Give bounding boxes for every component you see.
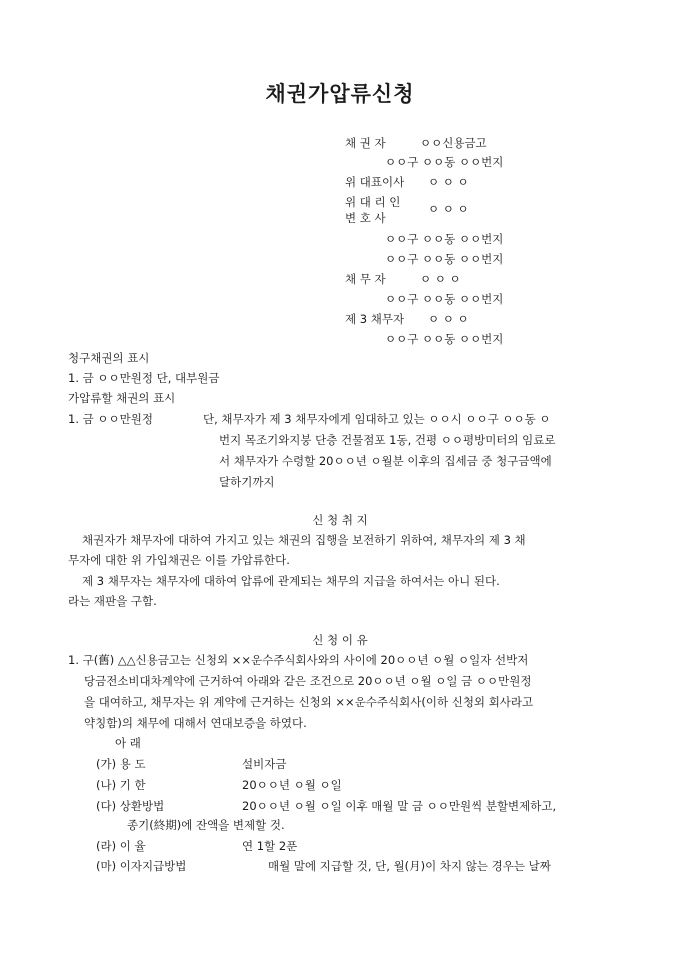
reasons-line-4: 약칭함)의 채무에 대해서 연대보증을 하였다. [84,716,307,730]
claim-heading: 청구채권의 표시 [68,351,150,365]
condition-value: 20ㅇㅇ년 ㅇ월 ㅇ일 [242,778,342,792]
purpose-paragraph-2: 제 3 채무자는 채무자에 대하여 압류에 관계되는 채무의 지급을 하여서는 아니 된다. [82,574,500,588]
below-heading: 아 래 [115,736,141,750]
third-debtor-label: 제 3 채무자 [345,312,405,326]
condition-value: 연 1할 2푼 [242,839,298,853]
purpose-paragraph-3: 라는 재판을 구함. [68,594,157,608]
purpose-paragraph-1-line-1: 채권자가 채무자에 대하여 가지고 있는 채권의 집행을 보전하기 위하여, 채무자의 제 3 채 [82,533,526,547]
condition-label: (다) 상환방법 [96,799,165,813]
debtor-name: ㅇ ㅇ ㅇ [420,272,461,286]
condition-label: (마) 이자지급방법 [96,859,187,873]
seized-item-prefix: 1. 금 ㅇㅇ만원정 [68,412,153,426]
document-title: 채권가압류신청 [265,81,415,106]
agent-address-2: ㅇㅇ구 ㅇㅇ동 ㅇㅇ번지 [385,252,504,266]
condition-label: (라) 이 율 [96,839,146,853]
claim-item: 1. 금 ㅇㅇ만원정 단, 대부원금 [68,371,220,385]
seized-line-1: 단, 채무자가 제 3 채무자에게 임대하고 있는 ㅇㅇ시 ㅇㅇ구 ㅇㅇ동 ㅇ [203,412,551,426]
seized-line-2: 번지 목조기와지붕 단층 건물점포 1동, 건평 ㅇㅇ평방미터의 임료로 [219,433,556,447]
representative-name: ㅇ ㅇ ㅇ [428,175,469,189]
reasons-line-3: 을 대여하고, 채무자는 위 계약에 근거하는 신청외 ××운수주식회사(이하 신청외 회사라고 [84,695,534,709]
seized-line-3: 서 채무자가 수령할 20ㅇㅇ년 ㅇ월분 이후의 집세금 중 청구금액에 [219,454,552,468]
reasons-line-1: 1. 구(舊) △△신용금고는 신청외 ××운수주식회사와의 사이에 20ㅇㅇ년 ㅇ월 ㅇ일자 선박저 [68,653,529,667]
condition-label: (가) 용 도 [96,757,146,771]
seized-line-4: 달하기까지 [219,475,275,489]
agent-name: ㅇ ㅇ ㅇ [428,202,469,216]
third-debtor-name: ㅇ ㅇ ㅇ [428,312,469,326]
agent-label-line1: 위 대 리 인 [345,195,401,209]
debtor-address: ㅇㅇ구 ㅇㅇ동 ㅇㅇ번지 [385,292,504,306]
purpose-paragraph-1-line-2: 무자에 대한 위 가입채권은 이를 가압류한다. [68,553,290,567]
condition-value: 설비자금 [242,757,287,771]
reasons-heading: 신 청 이 유 [312,633,368,647]
debtor-label: 채 무 자 [345,272,386,286]
representative-label: 위 대표이사 [345,175,405,189]
third-debtor-address: ㅇㅇ구 ㅇㅇ동 ㅇㅇ번지 [385,332,504,346]
creditor-name: ㅇㅇ신용금고 [420,136,487,150]
agent-label-line2: 변 호 사 [345,211,386,225]
reasons-line-2: 당금전소비대차계약에 근거하여 아래와 같은 조건으로 20ㅇㅇ년 ㅇ월 ㅇ일 금 ㅇㅇ만원정 [84,674,532,688]
condition-label: (나) 기 한 [96,778,146,792]
condition-value: 매월 말에 지급할 것, 단, 월(月)이 차지 않는 경우는 날짜 [268,859,551,873]
seized-heading: 가압류할 채권의 표시 [68,391,176,405]
creditor-address: ㅇㅇ구 ㅇㅇ동 ㅇㅇ번지 [385,155,504,169]
purpose-heading: 신 청 취 지 [312,513,368,527]
creditor-label: 채 권 자 [345,136,386,150]
condition-value: 20ㅇㅇ년 ㅇ월 ㅇ일 이후 매월 말 금 ㅇㅇ만원씩 분할변제하고, [242,799,557,813]
condition-continuation: 종기(終期)에 잔액을 변제할 것. [127,818,285,832]
agent-address-1: ㅇㅇ구 ㅇㅇ동 ㅇㅇ번지 [385,232,504,246]
